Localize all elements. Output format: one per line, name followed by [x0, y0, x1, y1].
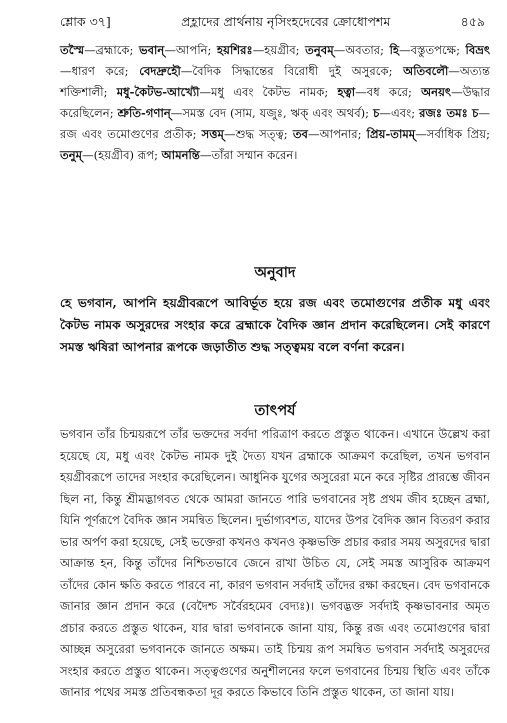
synonym-word: আমনন্তি — [161, 148, 200, 162]
verse-reference: শ্লোক ৩৭] — [60, 14, 111, 29]
translation-heading: অনুবাদ — [254, 264, 296, 281]
translation-paragraph: হে ভগবান, আপনি হয়গ্রীবরূপে আবির্ভূত হয়ে রজ এবং তমোগুণের প্রতীক মধু এবং কৈটভ নামক অসুরদের সংহার করে ব্রহ্মাকে বৈদিক জ্ঞান প্রদান করেছিলেন। সেই কারণে সমস্ত ঋষিরা আপনার রূপকে জড়াতীত শুদ্ধ সত্ত্বময় বলে বর্ণনা করেন। — [60, 296, 490, 354]
synonym-meaning: হয়গ্রীব; — [264, 43, 300, 57]
synonym-word: শ্রুতি-গণান্ — [117, 106, 171, 120]
synonym-meaning: ব্রহ্মাকে; — [95, 43, 134, 57]
synonym-word: হি — [389, 43, 400, 57]
synonym-word: বেদদ্রুহৌ — [139, 64, 181, 78]
synonym-meaning: উদ্ধার করেছিলেন; — [60, 85, 490, 120]
synonym-word: তব — [292, 127, 308, 141]
chapter-title: প্রহ্লাদের প্রার্থনায় নৃসিংহদেবের ক্রোধোপশম — [181, 14, 391, 29]
synonym-meaning: অবতার; — [345, 43, 385, 57]
synonym-word: তনুবম্ — [305, 43, 334, 57]
page-number: ৪৫৯ — [460, 14, 485, 29]
synonym-meaning: সর্বাধিক প্রিয়; — [426, 127, 491, 141]
synonym-meaning: বৈদিক সিদ্ধান্তের বিরোধী দুই অসুরকে; — [192, 64, 393, 78]
synonym-word: মধু-কৈটভ-আখ্যৌ — [116, 85, 200, 99]
synonym-word: প্রিয়-তামম্ — [366, 127, 416, 141]
synonym-word: ভবান্ — [138, 43, 165, 57]
purport-heading: তাৎপর্য — [254, 402, 296, 419]
synonym-meaning: এবং; — [390, 106, 416, 120]
synonym-meaning: আপনার; — [319, 127, 362, 141]
synonym-word: হয়শিরঃ — [217, 43, 253, 57]
synonym-meaning: তাঁরা সম্মান করেন। — [211, 148, 298, 162]
synonym-meaning: বস্তুতপক্ষে; — [410, 43, 460, 57]
synonym-meaning: সমস্ত বেদ (সাম, যজুঃ, ঋক্‌ এবং অথর্ব); — [182, 106, 370, 120]
synonym-meaning: শুদ্ধ সত্ত্ব; — [235, 127, 288, 141]
purport-paragraph: ভগবান তাঁর চিন্ময়রূপে তাঁর ভক্তদের সর্বদা পরিত্রাণ করতে প্রস্তুত থাকেন। এখানে উল্লেখ করা হয়েছে যে, মধু এবং কৈটভ নামক দুই দৈত্য যখন ব্রহ্মাকে আক্রমণ করেছিল, তখন ভগবান হয়গ্রীবরূপে তাদের সংহার করেছিলেন। আধুনিক যুগের অসুরেরা মনে করে সৃষ্টির প্রারম্ভে জীবন ছিল না, কিন্তু শ্রীমদ্ভাগবত থেকে আমরা জানতে পারি ভগবানের সৃষ্ট প্রথম জীব হচ্ছেন ব্রহ্মা, যিনি পূর্ণরূপে বৈদিক জ্ঞান সমন্বিত ছিলেন। দুর্ভাগ্যবশত, যাদের উপর বৈদিক জ্ঞান বিতরণ করার ভার অর্পণ করা হয়েছে, সেই ভক্তেরা কখনও কখনও কৃষ্ণভক্তি প্রচার করার সময় অসুরদের দ্বারা আক্রান্ত হন, কিন্তু তাঁদের নিশ্চিতভাবে জেনে রাখা উচিত যে, সেই সমস্ত আসুরিক আক্রমণ তাঁদের কোন ক্ষতি করতে পারবে না, কারণ ভগবান সর্বদাই তাঁদের রক্ষা করছেন। বেদ ভগবানকে জানার জ্ঞান প্রদান করে (বেদৈশ্চ সর্বৈরহমেব বেদ্যঃ)। ভগবদ্ভক্ত সর্বদাই কৃষ্ণভাবনার অমৃত প্রচার করতে প্রস্তুত থাকেন, যার দ্বারা ভগবানকে জানা যায়, কিন্তু রজ এবং তমোগুণের দ্বারা আচ্ছন্ন অসুরেরা ভগবানকে জানতে অক্ষম। তাই চিন্ময় রূপ সমন্বিত ভগবান সর্বদাই অসুরদের সংহার করতে প্রস্তুত থাকেন। সত্ত্বগুণের অনুশীলনের ফলে ভগবানের চিন্ময় স্থিতি এবং তাঁকে জানার পথের সমস্ত প্রতিবন্ধকতা দূর করতে কিভাবে তিনি প্রস্তুত থাকেন, তা জানা যায়। — [60, 427, 490, 699]
synonym-word: তনুম্ — [60, 148, 83, 162]
synonym-word: অনয়ৎ — [421, 85, 452, 99]
synonym-meaning: (হয়গ্রীব) রূপ; — [93, 148, 158, 162]
synonym-meaning: ধারণ করে; — [71, 64, 129, 78]
synonym-word: চ — [373, 106, 380, 120]
synonym-word: অতিবলৌ — [403, 64, 449, 78]
synonym-word: বিভ্রৎ — [465, 43, 491, 57]
synonym-word: সত্তম্ — [201, 127, 224, 141]
synonyms-paragraph: তস্মৈ—ব্রহ্মাকে; ভবান্—আপনি; হয়শিরঃ—হয়গ্রীব; তনুবম্—অবতার; হি—বস্তুতপক্ষে; বিভ্রৎ—ধারণ করে; বেদদ্রুহৌ—বৈদিক সিদ্ধান্তের বিরোধী দুই অসুরকে; অতিবলৌ—অত্যন্ত শক্তিশালী; মধু-কৈটভ-আখ্যৌ—মধু এবং কৈটভ নামক; হত্বা—বধ করে; অনয়ৎ—উদ্ধার করেছিলেন; শ্রুতি-গণান্—সমস্ত বেদ (সাম, যজুঃ, ঋক্‌ এবং অথর্ব); চ—এবং; রজঃ তমঃ চ—রজ এবং তমোগুণের প্রতীক; সত্তম্—শুদ্ধ সত্ত্ব; তব—আপনার; প্রিয়-তামম্—সর্বাধিক প্রিয়; তনুম্—(হয়গ্রীব) রূপ; আমনন্তি—তাঁরা সম্মান করেন। — [60, 43, 491, 162]
page-header — [60, 14, 485, 34]
synonym-meaning: আপনি; — [175, 43, 212, 57]
synonym-word: তস্মৈ — [60, 43, 85, 57]
synonym-meaning: মধু এবং কৈটভ নামক; — [211, 85, 329, 99]
synonym-meaning: রজ এবং তমোগুণের প্রতীক; — [60, 127, 197, 141]
synonym-meaning: বধ করে; — [366, 85, 412, 99]
synonym-word: হত্বা — [337, 85, 356, 99]
synonym-word: রজঃ তমঃ চ — [419, 106, 479, 120]
synonym-meaning: অত্যন্ত শক্তিশালী; — [60, 64, 490, 99]
